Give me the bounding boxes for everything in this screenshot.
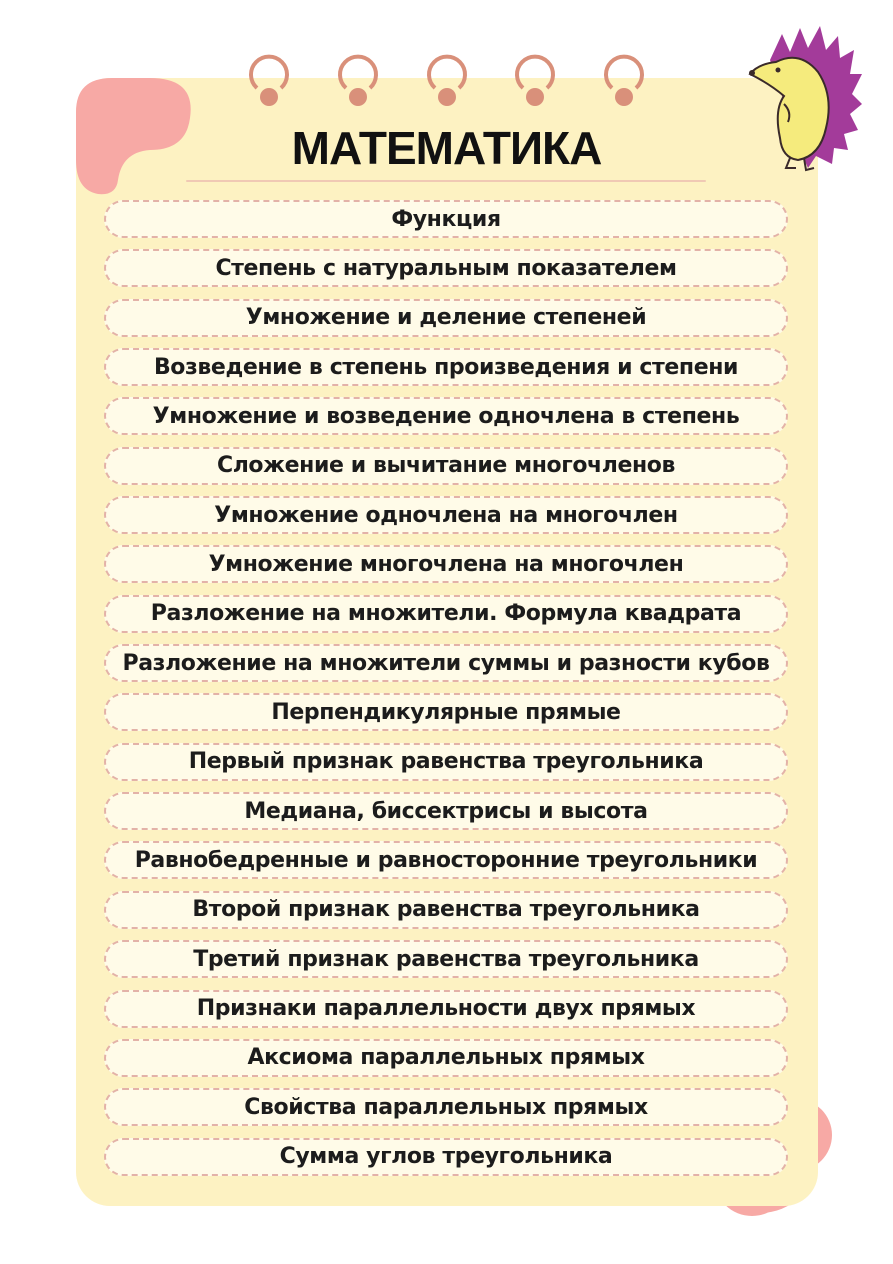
topic-item [104,200,788,238]
topic-item [104,644,788,682]
title-divider [186,180,706,182]
topic-label: Сложение и вычитание многочленов [216,453,676,479]
topic-label: Умножение многочлена на многочлен [208,551,684,577]
topic-label: Перпендикулярные прямые [271,699,621,725]
topic-item [104,743,788,781]
topic-label: Разложение на множители суммы и разности кубов [122,650,770,676]
page-title: МАТЕМАТИКА [291,122,602,174]
topic-label: Второй признак равенства треугольника [192,897,700,923]
topic-label: Признаки параллельности двух прямых [196,996,696,1021]
topic-label: Функция [391,206,501,232]
topic-label: Аксиома параллельных прямых [247,1045,645,1071]
topic-item [104,792,788,830]
topic-item [104,1138,788,1176]
topic-label: Возведение в степень произведения и степени [153,354,739,380]
topic-item [104,990,788,1028]
topic-item [104,249,788,287]
topic-label: Разложение на множители. Формула квадрата [150,601,742,627]
topic-item [104,595,788,633]
topic-item [104,891,788,929]
notebook-hole-icons [260,88,633,106]
topic-label: Свойства параллельных прямых [244,1094,648,1120]
topic-label: Умножение и деление степеней [245,305,647,331]
topic-item [104,397,788,435]
topic-label: Первый признак равенства треугольника [188,749,704,775]
topic-item [104,348,788,386]
topic-item [104,693,788,731]
topic-item [104,940,788,978]
topic-list [104,200,788,1187]
topic-item [104,1088,788,1126]
topic-label: Степень с натуральным показателем [215,255,677,281]
topic-label: Равнобедренные и равносторонние треугольники [134,847,758,873]
topic-label: Медиана, биссектрисы и высота [244,798,648,824]
topic-item [104,1039,788,1077]
topic-item [104,299,788,337]
topic-label: Умножение и возведение одночлена в степень [152,403,740,429]
topic-item [104,545,788,583]
topic-label: Третий признак равенства треугольника [193,946,699,972]
notebook-ring-icon [251,57,642,88]
topic-label: Умножение одночлена на многочлен [214,502,678,528]
topic-label: Сумма углов треугольника [279,1144,613,1170]
topic-item [104,447,788,485]
topic-item [104,496,788,534]
topic-item [104,841,788,879]
